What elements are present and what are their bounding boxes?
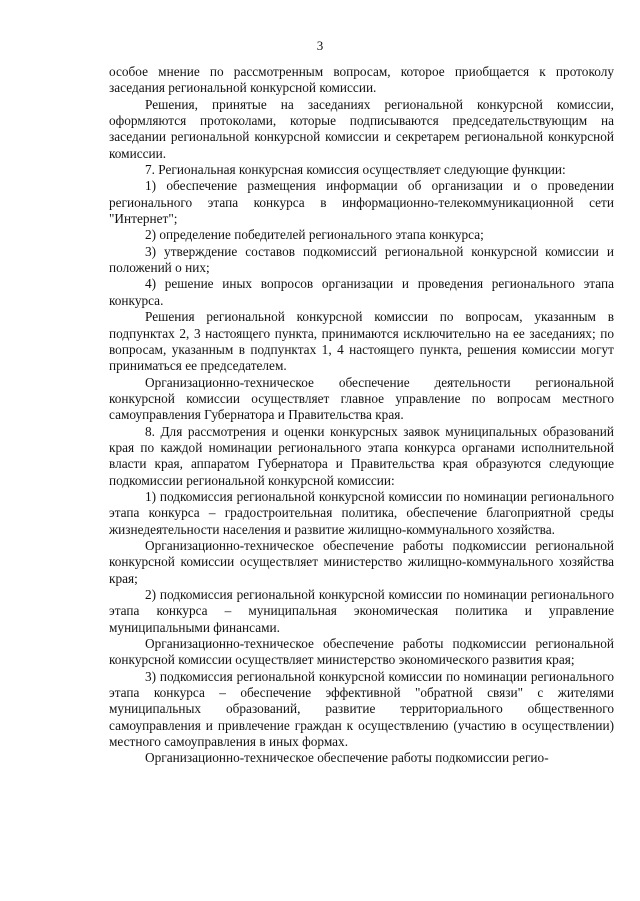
paragraph-decisions-protocols: Решения, принятые на заседаниях региональной конкурсной комиссии, оформляются протоколами, которые подписываются председательствующим на заседании региональной конкурсной комиссии и секретарем региональной конкурсной комиссии. bbox=[109, 96, 614, 161]
paragraph-subcommission-1: 1) подкомиссия региональной конкурсной комиссии по номинации регионального этапа конкурса – градостроительная политика, обеспечение благоприятной среды жизнедеятельности населения и развитие жилищно-коммунального хозяйства. bbox=[109, 488, 614, 537]
paragraph-subcommission-3-support: Организационно-техническое обеспечение работы подкомиссии регио- bbox=[145, 750, 549, 766]
paragraph-technical-support: Организационно-техническое обеспечение деятельности региональной конкурсной комиссии осуществляет главное управление по вопросам местного самоуправления Губернатора и Правительства края. bbox=[109, 374, 614, 423]
paragraph-function-1: 1) обеспечение размещения информации об организации и о проведении регионального этапа конкурса в информационно-телекоммуникационной сети "Интернет"; bbox=[109, 178, 614, 227]
paragraph-decision-rules: Решения региональной конкурсной комиссии по вопросам, указанным в подпунктах 2, 3 настоящего пункта, принимаются исключительно на ее заседаниях; по вопросам, указанным в подпунктах 1, 4 настоящего пункта, решения комиссии могут приниматься ее председателем. bbox=[109, 309, 614, 374]
paragraph-function-2: 2) определение победителей регионального этапа конкурса; bbox=[145, 227, 484, 243]
paragraph-function-4: 4) решение иных вопросов организации и проведения регионального этапа конкурса. bbox=[109, 276, 614, 308]
paragraph-section-8: 8. Для рассмотрения и оценки конкурсных заявок муниципальных образований края по каждой номинации регионального этапа конкурса органами исполнительной власти края, аппаратом Губернатора и Правительства края образуются следующие подкомиссии региональной конкурсной комиссии: bbox=[109, 423, 614, 488]
page-number: 3 bbox=[316, 38, 324, 53]
paragraph-subcommission-1-support: Организационно-техническое обеспечение работы подкомиссии региональной конкурсной комиссии осуществляет министерство жилищно-коммунального хозяйства края; bbox=[109, 537, 614, 586]
paragraph-section-7: 7. Региональная конкурсная комиссия осуществляет следующие функции: bbox=[145, 162, 566, 178]
paragraph-subcommission-2: 2) подкомиссия региональной конкурсной комиссии по номинации регионального этапа конкурса – муниципальная экономическая политика и управление муниципальными финансами. bbox=[109, 587, 614, 635]
paragraph-subcommission-2-support: Организационно-техническое обеспечение работы подкомиссии региональной конкурсной комиссии осуществляет министерство экономического развития края; bbox=[109, 636, 614, 668]
paragraph-subcommission-3: 3) подкомиссия региональной конкурсной комиссии по номинации регионального этапа конкурса – обеспечение эффективной "обратной связи" с жителями муниципальных образований, развитие территориального общественного самоуправления и привлечение граждан к осуществлению (участию в осуществлении) местного самоуправления в иных формах. bbox=[109, 668, 614, 750]
document-body bbox=[109, 64, 614, 767]
paragraph-continuation: особое мнение по рассмотренным вопросам, которое приобщается к протоколу заседания региональной конкурсной комиссии. bbox=[109, 64, 614, 96]
paragraph-function-3: 3) утверждение составов подкомиссий региональной конкурсной комиссии и положений о них; bbox=[109, 243, 614, 276]
